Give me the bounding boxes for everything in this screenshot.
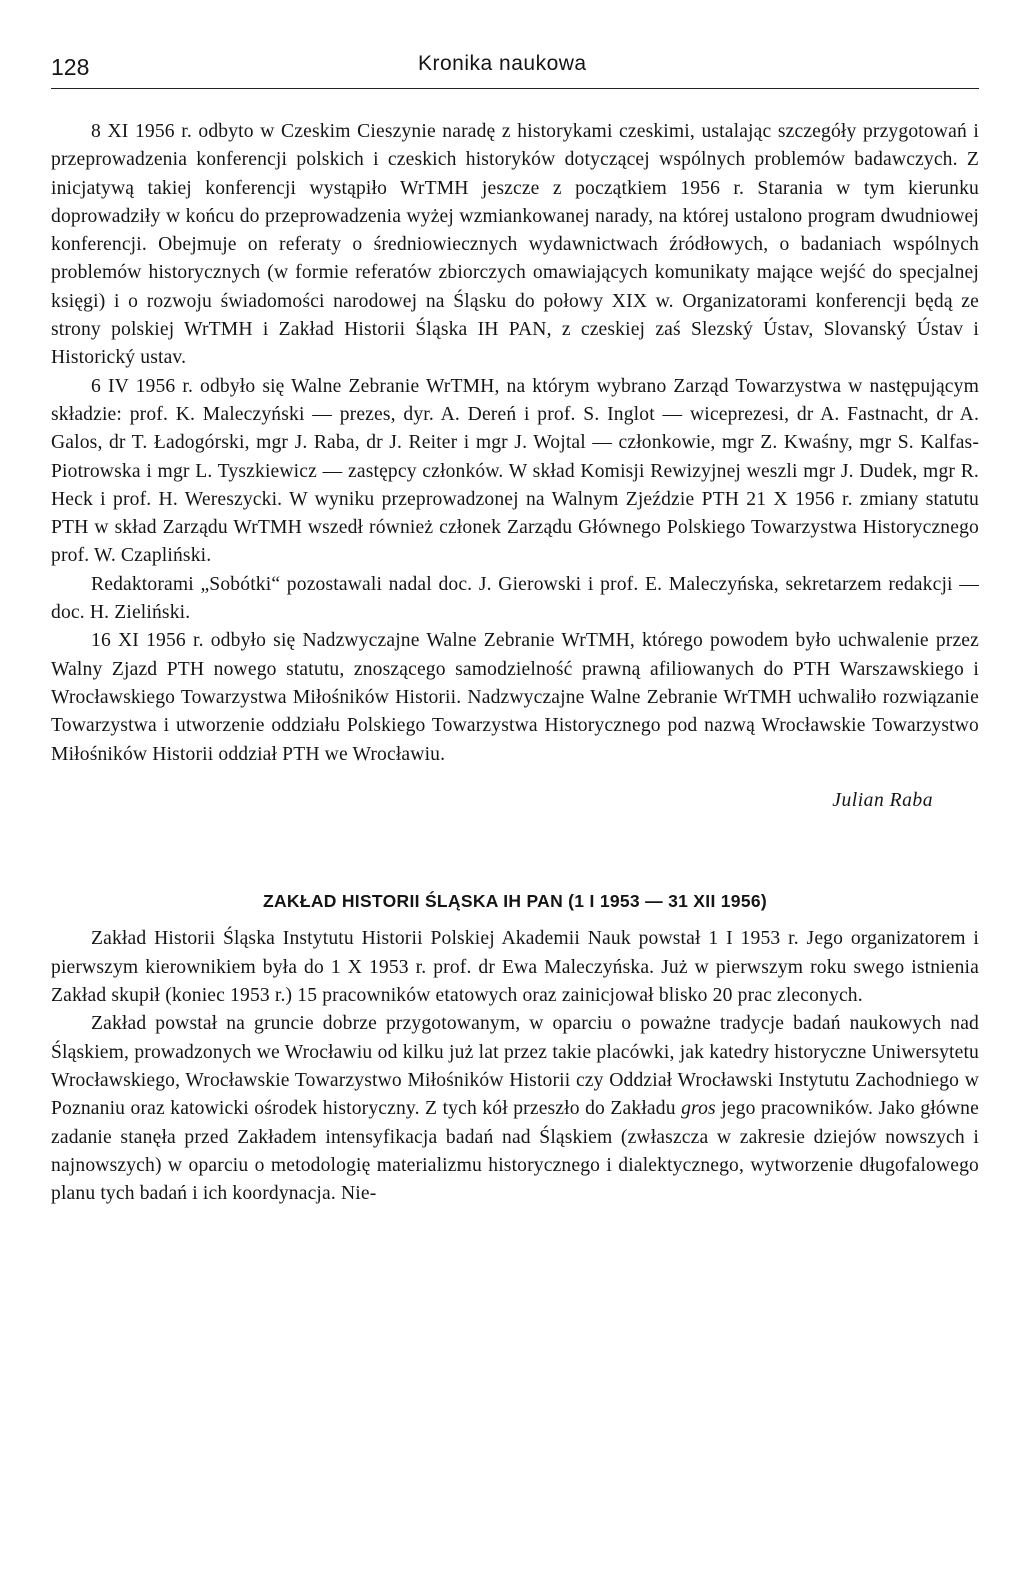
running-head — [51, 40, 979, 92]
paragraph-text: jego pracowników. Jako główne zadanie stanęła przed Zakładem intensyfikacja badań nad Śląskiem (zwłaszcza w zakresie dziejów nowszych i najnowszych) w oparciu o metodologię materializmu historycznego i dialektycznego, wytworzenie długofalowego planu tych badań i ich koordynacja. Nie- — [51, 1098, 979, 1205]
paragraph: Zakład Historii Śląska Instytutu Historii Polskiej Akademii Nauk powstał 1 I 1953 r. Jego organizatorem i pierwszym kierownikiem była do 1 X 1953 r. prof. dr Ewa Maleczyńska. Już w pierwszym roku swego istnienia Zakład skupił (koniec 1953 r.) 15 pracowników etatowych oraz zainicjował blisko 20 prac zleconych. — [51, 928, 979, 1007]
body-text — [51, 118, 979, 1208]
running-title: Kronika naukowa — [418, 52, 587, 75]
page-number: 128 — [51, 54, 90, 80]
section-title: ZAKŁAD HISTORII ŚLĄSKA IH PAN (1 I 1953 — 31 XII 1956) — [262, 891, 768, 912]
article-zaklad-historii-slaska — [51, 887, 979, 1208]
paragraph-text: Zakład powstał na gruncie dobrze przygotowanym, w oparciu o poważne tradycje badań naukowych nad Śląskiem, prowadzonych we Wrocławiu od kilku już lat przez takie placówki, jak katedry historyczne Uniwersytetu Wrocławskiego, Wrocławskie Towarzystwo Miłośników Historii czy Oddział Wrocławski Instytutu Zachodniego w Poznaniu oraz katowicki ośrodek historyczny. Z tych kół przeszło do Zakładu — [51, 1013, 979, 1120]
paragraph — [51, 1010, 979, 1208]
author-signature: Julian Raba — [832, 789, 933, 811]
paragraph: 16 XI 1956 r. odbyło się Nadzwyczajne Walne Zebranie WrTMH, którego powodem było uchwalenie przez Walny Zjazd PTH nowego statutu, znoszącego samodzielność prawną afiliowanych do PTH Warszawskiego i Wrocławskiego Towarzystwa Miłośników Historii. Nadzwyczajne Walne Zebranie WrTMH uchwaliło rozwiązanie Towarzystwa i utworzenie oddziału Polskiego Towarzystwa Historycznego pod nazwą Wrocławskie Towarzystwo Miłośników Historii oddział PTH we Wrocławiu. — [51, 630, 979, 765]
paragraph: 8 XI 1956 r. odbyto w Czeskim Cieszynie naradę z historykami czeskimi, ustalając szczegóły przygotowań i przeprowadzenia konferencji polskich i czeskich historyków dotyczącej wspólnych problemów badawczych. Z inicjatywą takiej konferencji wystąpiło WrTMH jeszcze z początkiem 1956 r. Starania w tym kierunku doprowadziły w końcu do przeprowadzenia wyżej wzmiankowanej narady, na której ustalono program dwudniowej konferencji. Obejmuje on referaty o średniowiecznych wydawnictwach źródłowych, o badaniach wspólnych problemów historycznych (w formie referatów zbiorczych omawiających komunikaty mające wejść do specjalnej księgi) i o rozwoju świadomości narodowej na Śląsku do połowy XIX w. Organizatorami konferencji będą ze strony polskiej WrTMH i Zakład Historii Śląska IH PAN, z czeskiej zaś Slezský Ústav, Slovanský Ústav i Historický ustav. — [51, 121, 979, 369]
italic-term: gros — [681, 1098, 716, 1120]
paragraph: 6 IV 1956 r. odbyło się Walne Zebranie WrTMH, na którym wybrano Zarząd Towarzystwa w następującym składzie: prof. K. Maleczyński — prezes, dyr. A. Dereń i prof. S. Inglot — wiceprezesi, dr A. Fastnacht, dr A. Galos, dr T. Ładogórski, mgr J. Raba, dr J. Reiter i mgr J. Wojtal — członkowie, mgr Z. Kwaśny, mgr S. Kalfas-Piotrowska i mgr L. Tyszkiewicz — zastępcy członków. W skład Komisji Rewizyjnej weszli mgr J. Dudek, mgr R. Heck i prof. H. Wereszycki. W wyniku przeprowadzonej na Walnym Zjeździe PTH 21 X 1956 r. zmiany statutu PTH w skład Zarządu WrTMH wszedł również członek Zarządu Głównego Polskiego Towarzystwa Historycznego prof. W. Czapliński. — [51, 375, 979, 567]
paragraph: Redaktorami „Sobótki“ pozostawali nadal doc. J. Gierowski i prof. E. Maleczyńska, sekretarzem redakcji — doc. H. Zieliński. — [51, 573, 979, 624]
header-rule — [51, 88, 979, 89]
article-wrtmh-chronicle — [51, 118, 979, 815]
